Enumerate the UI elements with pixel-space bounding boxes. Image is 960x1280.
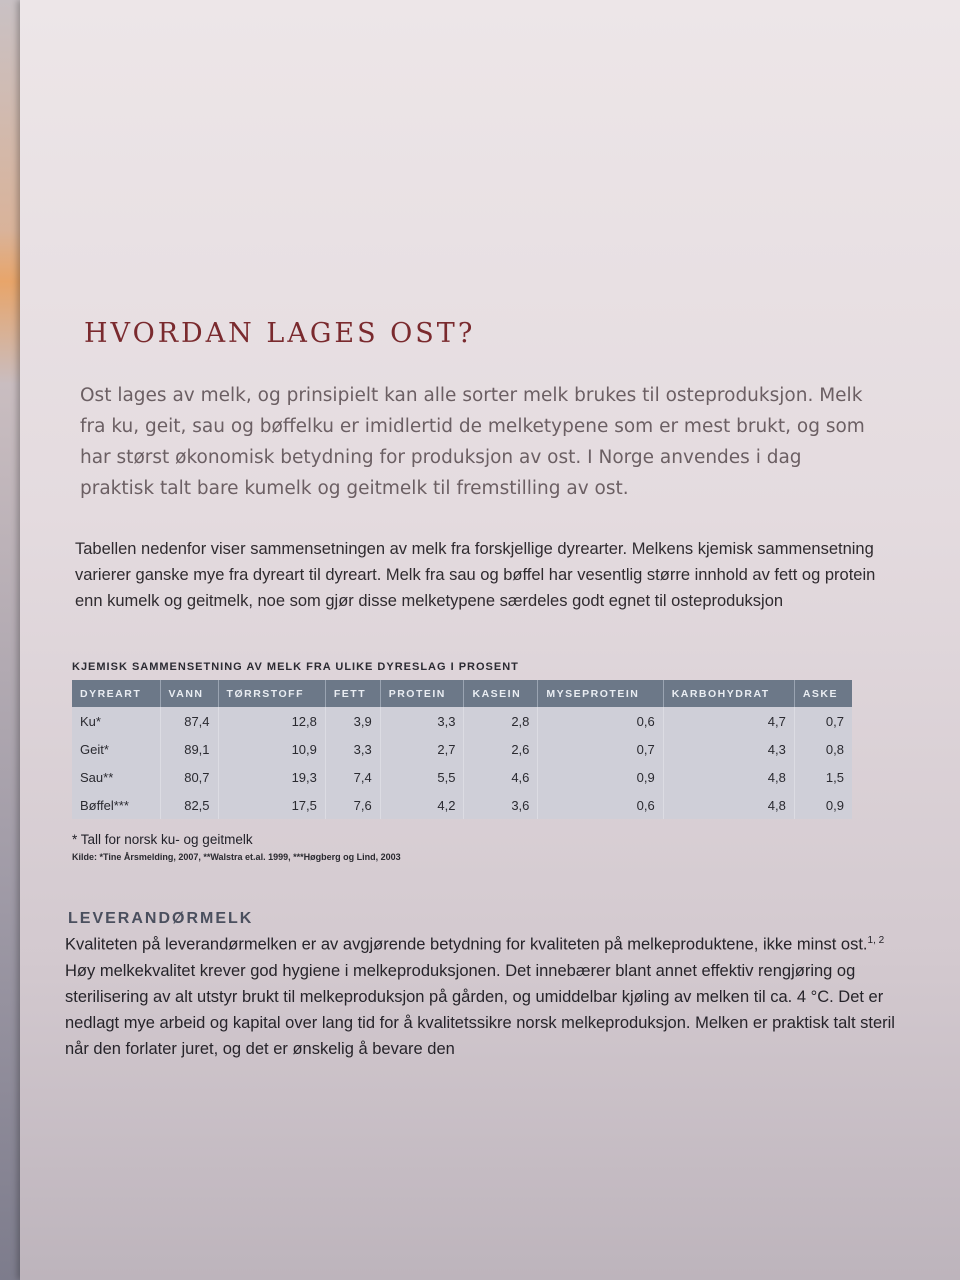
column-header: ASKE [795, 680, 852, 707]
table-cell: 2,8 [464, 707, 538, 735]
table-cell: 4,6 [464, 763, 538, 791]
table-cell: 0,7 [795, 707, 852, 735]
table-cell: 0,6 [538, 707, 663, 735]
table-cell: 17,5 [219, 791, 326, 819]
table-cell: Ku* [72, 707, 161, 735]
table-cell: 2,6 [464, 735, 538, 763]
column-header: PROTEIN [381, 680, 465, 707]
table-cell: Sau** [72, 763, 161, 791]
table-cell: 4,7 [664, 707, 795, 735]
table-cell: 4,3 [664, 735, 795, 763]
table-cell: 0,7 [538, 735, 663, 763]
table-cell: 82,5 [161, 791, 219, 819]
section-heading: LEVERANDØRMELK [68, 910, 254, 927]
footnote-reference: 1, 2 [867, 935, 885, 946]
table-cell: 7,4 [326, 763, 381, 791]
table-cell: 89,1 [161, 735, 219, 763]
table-cell: 3,3 [326, 735, 381, 763]
table-header-row [72, 680, 852, 707]
table-row [72, 707, 852, 735]
table-row [72, 763, 852, 791]
table-cell: 0,9 [538, 763, 663, 791]
table-cell: 0,9 [795, 791, 852, 819]
column-header: TØRRSTOFF [219, 680, 326, 707]
table-cell: 4,2 [381, 791, 465, 819]
table-cell: 0,8 [795, 735, 852, 763]
table-cell: 87,4 [161, 707, 219, 735]
table-cell: 4,8 [664, 791, 795, 819]
table-row [72, 791, 852, 819]
table-intro-paragraph: Tabellen nedenfor viser sammensetningen av melk fra forskjellige dyrearter. Melkens kjemisk sammensetning varierer ganske mye fra dyreart til dyreart. Melk fra sau og bøffel har vesentlig større innhold av fett og protein enn kumelk og geitmelk, noe som gjør disse melketypene særdeles godt egnet til osteproduksjon [75, 540, 876, 610]
book-spine [0, 0, 22, 1280]
column-header: KARBOHYDRAT [664, 680, 795, 707]
column-header: FETT [326, 680, 381, 707]
table-cell: 0,6 [538, 791, 663, 819]
body-text-start: Kvaliteten på leverandørmelken er av avgjørende betydning for kvaliteten på melkeproduktene, ikke minst ost. [65, 935, 868, 954]
table-cell: 3,6 [464, 791, 538, 819]
table-cell: 1,5 [795, 763, 852, 791]
table-cell: 3,9 [326, 707, 381, 735]
body-text-rest: Høy melkekvalitet krever god hygiene i melkeproduksjonen. Det innebærer blant annet effektiv rengjøring og sterilisering av alt utstyr brukt til melkeproduksjon på gården, og umiddelbar kjøling av melken til ca. 4 °C. Det er nedlagt mye arbeid og kapital over lang tid for å kvalitetssikre norsk melkeproduksjon. Melken er praktisk talt steril når den forlater juret, og det er ønskelig å bevare den [65, 961, 895, 1058]
table-footnote: * Tall for norsk ku- og geitmelk [72, 832, 253, 847]
column-header: MYSEPROTEIN [538, 680, 663, 707]
table-cell: 12,8 [219, 707, 326, 735]
milk-composition-table [72, 680, 852, 819]
column-header: VANN [161, 680, 219, 707]
table-cell: 80,7 [161, 763, 219, 791]
book-page [20, 0, 960, 1280]
table-cell: 3,3 [381, 707, 465, 735]
body-paragraph [65, 928, 895, 1062]
table-cell: Bøffel*** [72, 791, 161, 819]
column-header: KASEIN [464, 680, 538, 707]
table-caption: KJEMISK SAMMENSETNING AV MELK FRA ULIKE DYRESLAG I PROSENT [72, 661, 519, 673]
table-row [72, 735, 852, 763]
table-cell: 7,6 [326, 791, 381, 819]
table-source: Kilde: *Tine Årsmelding, 2007, **Walstra et.al. 1999, ***Høgberg og Lind, 2003 [72, 852, 401, 862]
table-cell: 4,8 [664, 763, 795, 791]
table-cell: 2,7 [381, 735, 465, 763]
table-cell: Geit* [72, 735, 161, 763]
table-cell: 5,5 [381, 763, 465, 791]
column-header: DYREART [72, 680, 161, 707]
table-cell: 19,3 [219, 763, 326, 791]
table-cell: 10,9 [219, 735, 326, 763]
page-title: HVORDAN LAGES OST? [84, 318, 476, 349]
intro-paragraph: Ost lages av melk, og prinsipielt kan alle sorter melk brukes til osteproduksjon. Melk fra ku, geit, sau og bøffelku er imidlertid de melketypene som er mest brukt, og som har størst økonomisk betydning for produksjon av ost. I Norge anvendes i dag praktisk talt bare kumelk og geitmelk til fremstilling av ost. [80, 385, 865, 499]
